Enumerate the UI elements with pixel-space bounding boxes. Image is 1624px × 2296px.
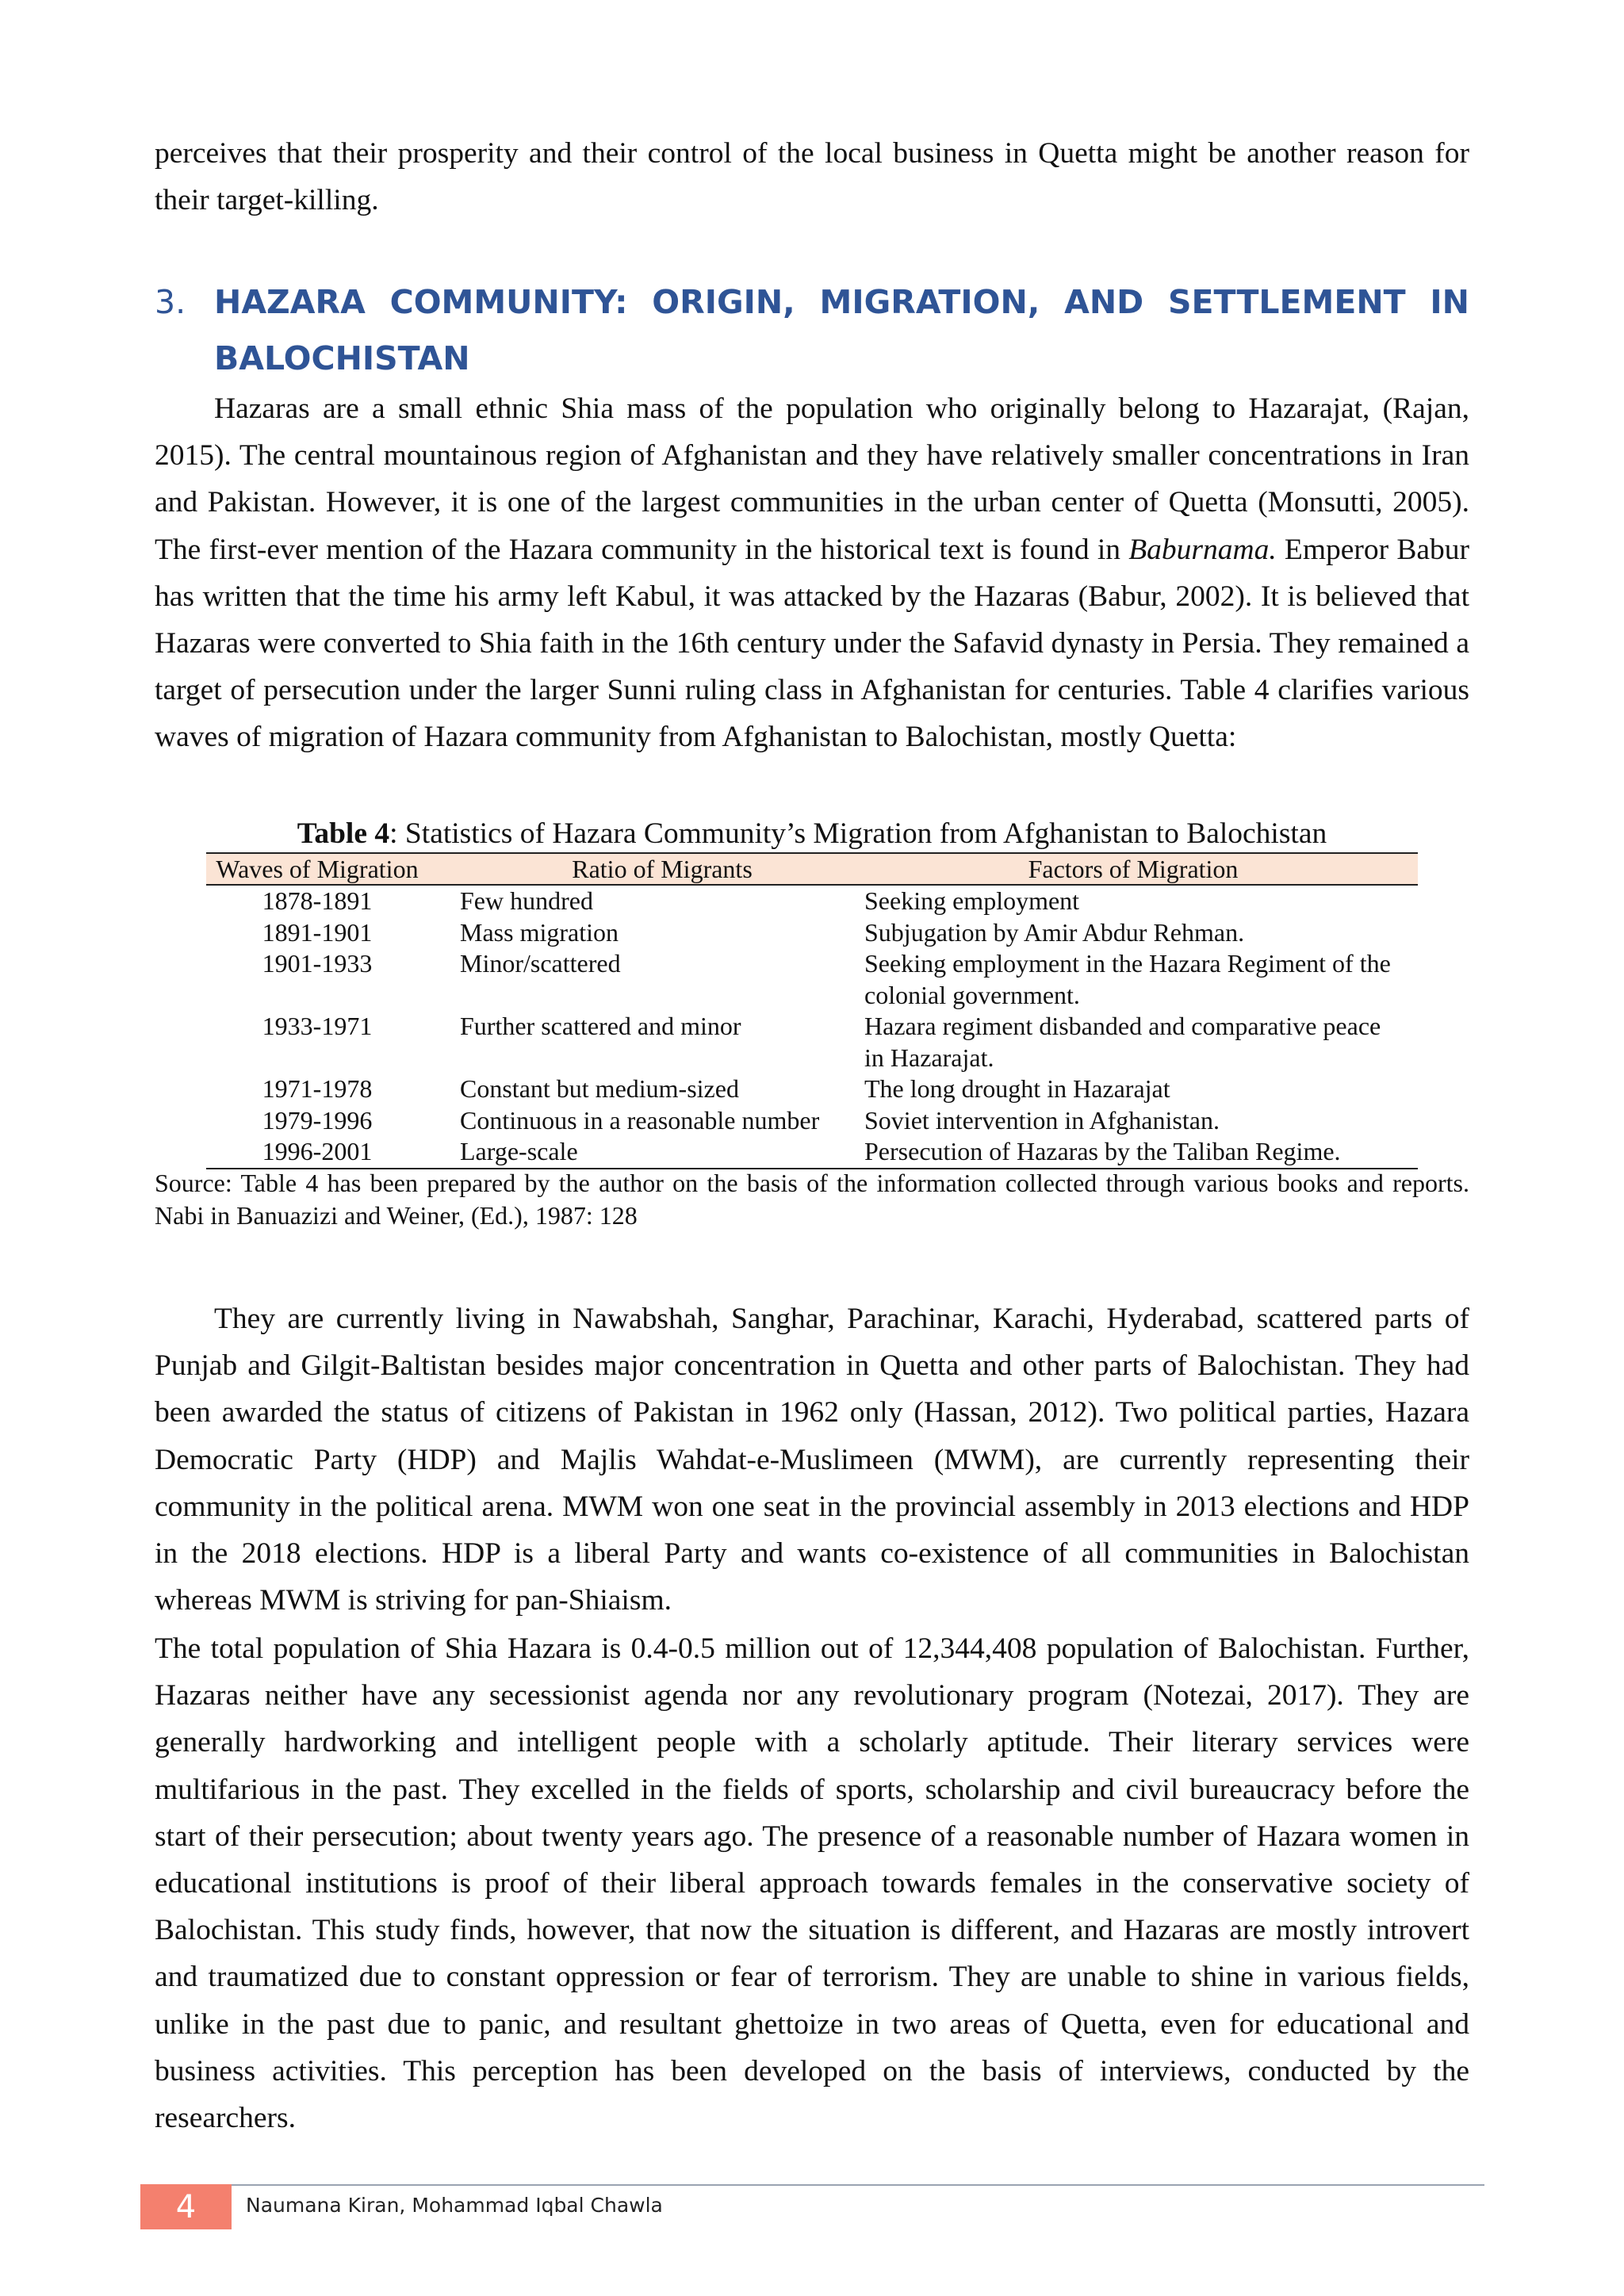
table-header-row bbox=[206, 853, 1418, 885]
origin-text-end: Emperor Babur has written that the time his army left Kabul, it was attacked by the Hazaras (Babur, 2002). It is believed that Hazaras were converted to Shia faith in the 16th century under the Safavid dynasty in Persia. They remained a target of persecution under the larger Sunni ruling class in Afghanistan for centuries. Table 4 clarifies various waves of migration of Hazara community from Afghanistan to Balochistan, mostly Quetta: bbox=[155, 533, 1469, 754]
cell-ratio: Few hundred bbox=[460, 886, 593, 915]
settlement-paragraph: They are currently living in Nawabshah, Sanghar, Parachinar, Karachi, Hyderabad, scattered parts of Punjab and Gilgit-Baltistan besides major concentration in Quetta and other parts of Balochistan. They had been awarded the status of citizens of Pakistan in 1962 only (Hassan, 2012). Two political parties, Hazara Democratic Party (HDP) and Majlis Wahdat-e-Muslimeen (MWM), are currently representing their community in the political arena. MWM won one seat in the provincial assembly in 2013 elections and HDP in the 2018 elections. HDP is a liberal Party and wants co-existence of all communities in Balochistan whereas MWM is striving for pan-Shiaism. bbox=[155, 1303, 1469, 1617]
cell-ratio: Continuous in a reasonable number bbox=[460, 1105, 820, 1135]
cell-factor: Soviet intervention in Afghanistan. bbox=[864, 1105, 1220, 1135]
population-paragraph: The total population of Shia Hazara is 0.4-0.5 million out of 12,344,408 population of Balochistan. Further, Hazaras neither have any secessionist agenda nor any revolutionary program (Notezai, 2017). They are generally hardworking and intelligent people with a scholarly aptitude. Their literary services were multifarious in the past. They excelled in the fields of sports, scholarship and civil bureaucracy before the start of their persecution; about twenty years ago. The presence of a reasonable number of Hazara women in educational institutions is proof of their liberal approach towards females in the conservative society of Balochistan. This study finds, however, that now the situation is different, and Hazaras are mostly introvert and traumatized due to constant oppression or fear of terrorism. They are unable to shine in various fields, unlike in the past due to panic, and resultant ghettoize in two areas of Quetta, even for educational and business activities. This perception has been developed on the basis of interviews, conducted by the researchers. bbox=[155, 1632, 1469, 2135]
cell-wave: 1979-1996 bbox=[262, 1105, 373, 1135]
cell-factor: Hazara regiment disbanded and comparative peace in Hazarajat. bbox=[864, 1012, 1381, 1072]
cell-wave: 1891-1901 bbox=[262, 917, 373, 947]
cell-wave: 1933-1971 bbox=[262, 1012, 373, 1040]
cell-factor: Subjugation by Amir Abdur Rehman. bbox=[864, 917, 1245, 947]
table-row bbox=[206, 1136, 1418, 1169]
header-ratio: Ratio of Migrants bbox=[460, 853, 864, 885]
cell-wave: 1971-1978 bbox=[262, 1074, 373, 1103]
cell-ratio: Large-scale bbox=[460, 1136, 864, 1169]
cell-factor: Seeking employment in the Hazara Regiment of the colonial government. bbox=[864, 949, 1391, 1009]
footer-divider bbox=[232, 2184, 1484, 2186]
cell-ratio: Minor/scattered bbox=[460, 949, 621, 978]
baburnama-title: Baburnama. bbox=[1128, 533, 1277, 566]
header-waves: Waves of Migration bbox=[206, 853, 460, 885]
table-row bbox=[206, 948, 1418, 1011]
cell-wave: 1878-1891 bbox=[262, 886, 373, 915]
page-number: 4 bbox=[140, 2184, 232, 2229]
cell-factor: The long drought in Hazarajat bbox=[864, 1074, 1170, 1103]
table-caption-label: Table 4 bbox=[297, 817, 390, 850]
origin-paragraph bbox=[155, 385, 1469, 761]
footer-authors: Naumana Kiran, Mohammad Iqbal Chawla bbox=[246, 2194, 663, 2217]
section-heading bbox=[155, 274, 1469, 387]
table-caption bbox=[206, 815, 1418, 853]
table-row bbox=[206, 885, 1418, 917]
table-row bbox=[206, 1073, 1418, 1105]
migration-table bbox=[206, 852, 1418, 1169]
table-row bbox=[206, 1011, 1418, 1073]
cell-wave: 1996-2001 bbox=[206, 1136, 460, 1169]
cell-ratio: Further scattered and minor bbox=[460, 1012, 741, 1040]
cell-ratio: Constant but medium-sized bbox=[460, 1074, 739, 1103]
cell-factor: Persecution of Hazaras by the Taliban Regime. bbox=[864, 1136, 1418, 1169]
table-caption-text: : Statistics of Hazara Community’s Migration from Afghanistan to Balochistan bbox=[389, 817, 1327, 850]
cell-wave: 1901-1933 bbox=[262, 949, 373, 978]
table-row bbox=[206, 1105, 1418, 1137]
intro-paragraph: perceives that their prosperity and their control of the local business in Quetta might be another reason for their target-killing. bbox=[155, 137, 1469, 217]
cell-factor: Seeking employment bbox=[864, 886, 1080, 915]
section-title: HAZARA COMMUNITY: ORIGIN, MIGRATION, AND SETTLEMENT IN BALOCHISTAN bbox=[214, 283, 1469, 377]
section-number: 3. bbox=[155, 283, 186, 321]
table-row bbox=[206, 917, 1418, 949]
header-factors: Factors of Migration bbox=[864, 853, 1418, 885]
cell-ratio: Mass migration bbox=[460, 917, 619, 947]
table-source-note: Source: Table 4 has been prepared by the author on the basis of the information collected through various books and reports. Nabi in Banuazizi and Weiner, (Ed.), 1987: 128 bbox=[155, 1169, 1469, 1230]
origin-text-start: Hazaras are a small ethnic Shia mass of the population who originally belong to Hazarajat, (Rajan, 2015). The central mountainous region of Afghanistan and they have relatively smaller concentrations in Iran and Pakistan. However, it is one of the largest communities in the urban center of Quetta (Monsutti, 2005). The first-ever mention of the Hazara community in the historical text is found in bbox=[155, 392, 1469, 566]
